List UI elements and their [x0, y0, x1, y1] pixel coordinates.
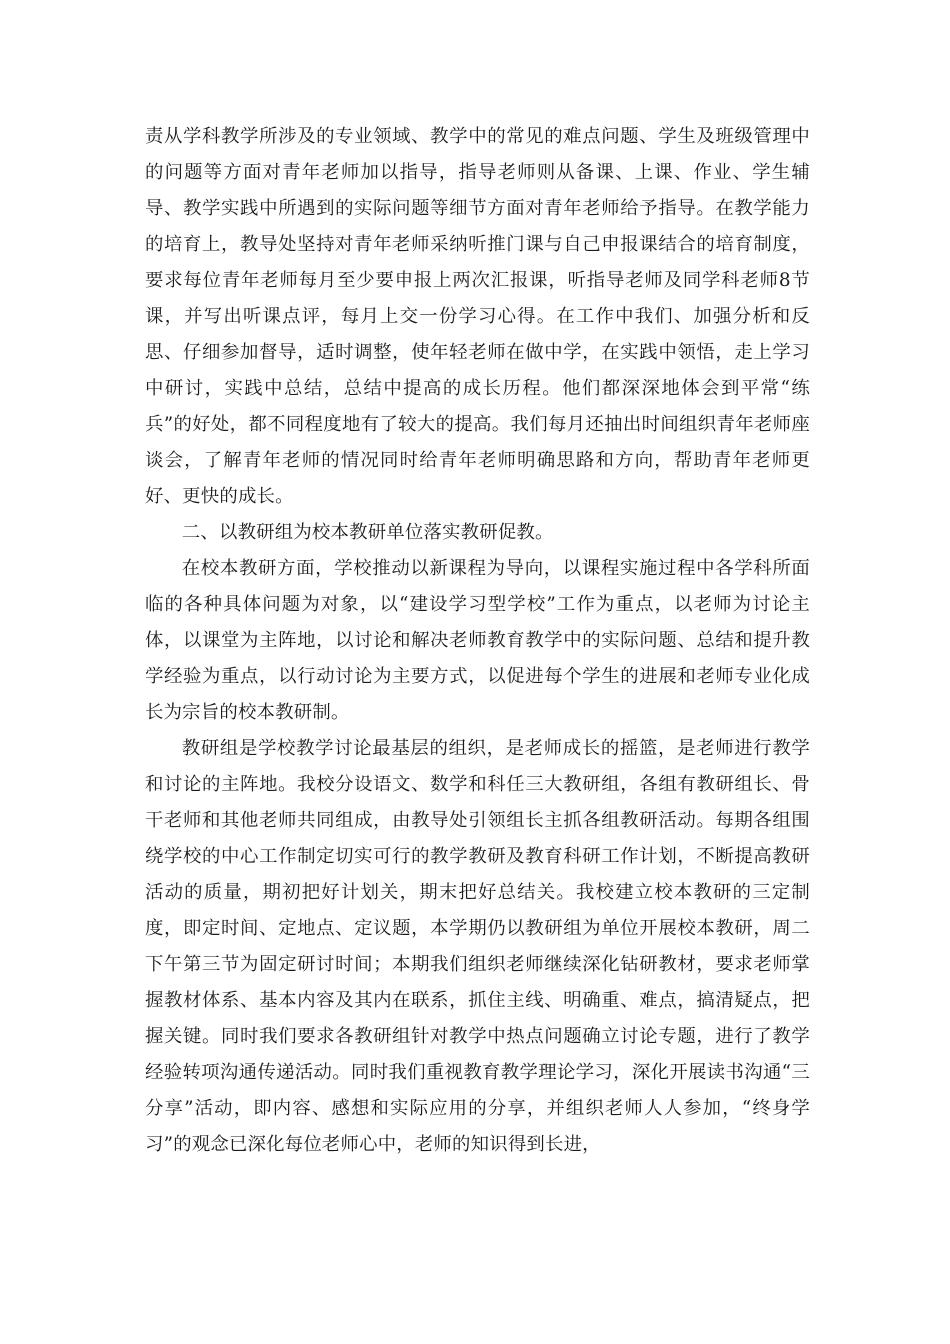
paragraph-continuation: 责从学科教学所涉及的专业领域、教学中的常见的难点问题、学生及班级管理中的问题等方面对青年老师加以指导，指导老师则从备课、上课、作业、学生辅导、教学实践中所遇到的实际问题等细节方面对青年老师给予指导。在教学能力的培育上，教导处坚持对青年老师采纳听推门课与自己申报课结合的培育制度，要求每位青年老师每月至少要申报上两次汇报课，听指导老师及同学科老师8节课，并写出听课点评，每月上交一份学习心得。在工作中我们、加强分析和反思、仔细参加督导，适时调整，使年轻老师在做中学，在实践中领悟，走上学习中研讨，实践中总结，总结中提高的成长历程。他们都深深地体会到平常“练兵”的好处，都不同程度地有了较大的提高。我们每月还抽出时间组织青年老师座谈会，了解青年老师的情况同时给青年老师明确思路和方向，帮助青年老师更好、更快的成长。	[145, 126, 810, 507]
paragraph-school-research: 在校本教研方面，学校推动以新课程为导向，以课程实施过程中各学科所面临的各种具体问题为对象，以“建设学习型学校”工作为重点，以老师为讨论主体，以课堂为主阵地，以讨论和解决老师教育教学中的实际问题、总结和提升教学经验为重点，以行动讨论为主要方式，以促进每个学生的进展和老师专业化成长为宗旨的校本教研制。	[145, 558, 810, 723]
section-heading: 二、以教研组为校本教研单位落实教研促教。	[181, 522, 554, 543]
paragraph-research-group: 教研组是学校教学讨论最基层的组织，是老师成长的摇篮，是老师进行教学和讨论的主阵地。我校分设语文、数学和科任三大教研组，各组有教研组长、骨干老师和其他老师共同组成，由教导处引领组长主抓各组教研活动。每期各组围绕学校的中心工作制定切实可行的教学教研及教育科研工作计划，不断提高教研活动的质量，期初把好计划关，期末把好总结关。我校建立校本教研的三定制度，即定时间、定地点、定议题，本学期仍以教研组为单位开展校本教研，周二下午第三节为固定研讨时间；本期我们组织老师继续深化钻研教材，要求老师掌握教材体系、基本内容及其内在联系，抓住主线、明确重、难点，搞清疑点，把握关键。同时我们要求各教研组针对教学中热点问题确立讨论专题，进行了教学经验转项沟通传递活动。同时我们重视教育教学理论学习，深化开展读书沟通“三分享”活动，即内容、感想和实际应用的分享，并组织老师人人参加，“终身学习”的观念已深化每位老师心中，老师的知识得到长进，	[145, 738, 810, 1155]
document-body	[145, 119, 810, 1163]
